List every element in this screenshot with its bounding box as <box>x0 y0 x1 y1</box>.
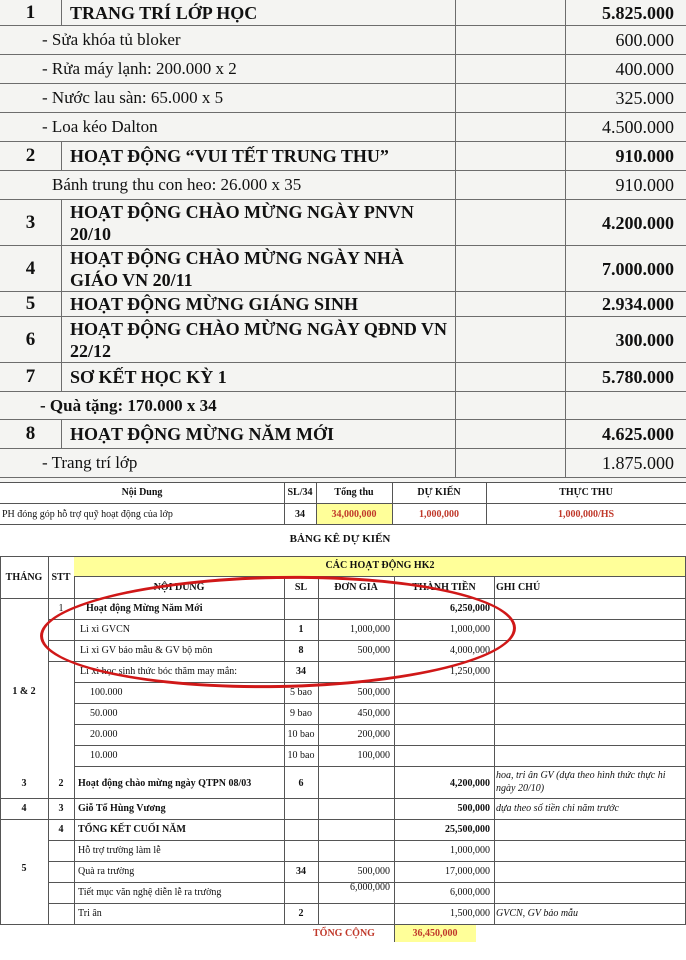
row-content: Giỗ Tổ Hùng Vương <box>78 803 166 814</box>
header-content: NỘI DUNG <box>153 582 205 593</box>
row-qty: 34 <box>296 866 306 877</box>
month-label: 5 <box>21 863 27 874</box>
row-content: Lì xì học sinh thức bóc thăm may mắn: <box>80 666 238 677</box>
expense-row <box>0 449 686 478</box>
budget-plan-document <box>0 482 686 960</box>
row-amount: 17,000,000 <box>445 866 490 877</box>
row-amount: 4,200,000 <box>450 778 490 789</box>
expense-amount: 2.934.000 <box>602 294 674 314</box>
expense-number: 4 <box>0 246 62 291</box>
expense-description: HOẠT ĐỘNG CHÀO MỪNG NGÀY QĐND VN 22/12 <box>70 318 447 361</box>
row-amount: 4,000,000 <box>450 645 490 656</box>
row-qty: 10 bao <box>287 729 315 740</box>
row-content: Hoạt động chào mừng ngày QTPN 08/03 <box>78 778 252 789</box>
header-note: GHI CHÚ <box>496 582 541 593</box>
row-stt: 2 <box>58 778 64 789</box>
expense-amount: 5.825.000 <box>602 2 674 23</box>
expense-description: HOẠT ĐỘNG CHÀO MỪNG NGÀY PNVN 20/10 <box>70 201 414 244</box>
row-qty: 8 <box>298 645 304 656</box>
row-content: Hỗ trợ trường làm lễ <box>78 845 161 856</box>
expense-description: Bánh trung thu con heo: 26.000 x 35 <box>52 175 302 194</box>
row-note: GVCN, GV bảo mẫu <box>496 908 579 919</box>
expense-row <box>0 26 686 55</box>
row-content: Tiết mục văn nghệ diễn lễ ra trường <box>78 887 222 898</box>
group-title: CÁC HOẠT ĐỘNG HK2 <box>325 560 435 571</box>
row-content: 10.000 <box>90 750 118 761</box>
expense-amount: 300.000 <box>615 329 674 350</box>
expense-description: - Nước lau sàn: 65.000 x 5 <box>42 88 224 107</box>
row-amount: 1,000,000 <box>450 624 490 635</box>
row-amount: 500,000 <box>457 803 490 814</box>
expense-row <box>0 200 686 246</box>
row-content: 100.000 <box>90 687 123 698</box>
row-note: ngày 20/10) <box>496 783 545 794</box>
expense-description: - Loa kéo Dalton <box>42 117 158 136</box>
expense-amount: 4.200.000 <box>602 212 674 233</box>
expense-amount: 4.625.000 <box>602 424 674 444</box>
header-amount: THÀNH TIỀN <box>412 582 476 593</box>
expense-description: - Sửa khóa tủ bloker <box>42 30 181 49</box>
expense-number: 5 <box>0 292 62 316</box>
header-month: THÁNG <box>5 572 43 583</box>
expense-row <box>0 392 686 420</box>
expense-number: 1 <box>0 0 62 25</box>
fund-header-total: Tổng thu <box>334 487 374 498</box>
row-content: 20.000 <box>90 729 118 740</box>
expense-description: - Quà tặng: 170.000 x 34 <box>40 395 217 415</box>
expense-amount: 5.780.000 <box>602 367 674 387</box>
row-stt: 1 <box>58 603 64 614</box>
fund-row-total: 34,000,000 <box>331 509 377 520</box>
row-unit-price: 1,000,000 <box>350 624 390 635</box>
month-label: 1 & 2 <box>12 686 36 697</box>
expense-row <box>0 171 686 200</box>
expense-row <box>0 246 686 292</box>
fund-header-content: Nội Dung <box>121 487 163 498</box>
expense-amount: 910.000 <box>615 175 674 195</box>
row-unit-price: 200,000 <box>357 729 390 740</box>
expense-amount: 4.500.000 <box>602 117 674 137</box>
row-qty: 9 bao <box>290 708 312 719</box>
expense-row <box>0 292 686 317</box>
expense-row <box>0 55 686 84</box>
fund-header-actual: THỰC THU <box>559 487 613 498</box>
expense-amount: 600.000 <box>615 30 674 50</box>
row-stt: 3 <box>58 803 64 814</box>
expense-number: 7 <box>0 363 62 391</box>
expense-description: HOẠT ĐỘNG “VUI TẾT TRUNG THU” <box>70 146 389 166</box>
row-qty: 1 <box>298 624 304 635</box>
header-qty: SL <box>294 582 308 593</box>
plan-title: BẢNG KÊ DỰ KIẾN <box>289 533 391 545</box>
row-unit-price: 500,000 <box>357 645 390 656</box>
expense-description: HOẠT ĐỘNG MỪNG NĂM MỚI <box>70 424 334 444</box>
row-content: Tri ân <box>78 908 102 919</box>
expense-row <box>0 142 686 171</box>
expense-row <box>0 84 686 113</box>
expense-number: 8 <box>0 420 62 448</box>
row-amount: 6,250,000 <box>450 603 490 614</box>
row-amount: 1,000,000 <box>450 845 490 856</box>
expense-amount: 400.000 <box>615 59 674 79</box>
fund-header-qty: SL/34 <box>287 487 313 498</box>
header-unit-price: ĐƠN GIÁ <box>334 582 378 593</box>
row-note: dựa theo số tiền chi năm trước <box>496 803 619 814</box>
row-unit-price: 500,000 <box>357 687 390 698</box>
expense-row <box>0 317 686 363</box>
expense-description: SƠ KẾT HỌC KỲ 1 <box>70 367 227 387</box>
row-unit-price: 500,000 <box>357 866 390 877</box>
row-amount: 6,000,000 <box>450 887 490 898</box>
expense-row <box>0 420 686 449</box>
row-amount: 25,500,000 <box>445 824 490 835</box>
row-content: Quà ra trường <box>78 866 135 877</box>
row-content: TỔNG KẾT CUỐI NĂM <box>78 824 186 835</box>
row-content: Lì xì GVCN <box>80 624 130 635</box>
row-amount: 1,500,000 <box>450 908 490 919</box>
expense-number: 3 <box>0 200 62 245</box>
row-stt: 4 <box>58 824 64 835</box>
expense-description: HOẠT ĐỘNG CHÀO MỪNG NGÀY NHÀ GIÁO VN 20/11 <box>70 247 404 290</box>
row-content: 50.000 <box>90 708 118 719</box>
month-label: 4 <box>21 803 27 814</box>
row-note: hoa, tri ân GV (dựa theo hình thức thực hi <box>496 770 666 781</box>
row-qty: 10 bao <box>287 750 315 761</box>
expense-row <box>0 0 686 26</box>
expense-amount: 1.875.000 <box>602 453 674 473</box>
fund-header-planned: DỰ KIẾN <box>417 487 461 498</box>
expense-amount: 7.000.000 <box>602 258 674 279</box>
expense-description: TRANG TRÍ LỚP HỌC <box>70 2 258 23</box>
fund-row-content: PH đóng góp hỗ trợ quỹ hoạt động của lớp <box>2 509 173 520</box>
expense-description: - Rửa máy lạnh: 200.000 x 2 <box>42 59 237 78</box>
row-amount: 1,250,000 <box>450 666 490 677</box>
row-qty: 2 <box>298 908 304 919</box>
row-qty: 34 <box>296 666 306 677</box>
row-unit-price: 100,000 <box>357 750 390 761</box>
month-label: 3 <box>21 778 27 789</box>
fund-row-qty: 34 <box>295 509 305 520</box>
expense-row <box>0 363 686 392</box>
expense-number: 2 <box>0 142 62 170</box>
fund-row-actual: 1,000,000/HS <box>557 509 615 520</box>
row-content: Lì xì GV bảo mẫu & GV bộ môn <box>80 645 213 656</box>
expense-description: HOẠT ĐỘNG MỪNG GIÁNG SINH <box>70 294 359 314</box>
expense-number: 6 <box>0 317 62 362</box>
expense-amount <box>566 392 674 419</box>
grand-total-label: TỔNG CỘNG <box>313 928 375 939</box>
row-unit-price: 450,000 <box>357 708 390 719</box>
grand-total-value: 36,450,000 <box>412 928 458 939</box>
row-content: Hoạt động Mừng Năm Mới <box>86 603 203 614</box>
header-stt: STT <box>51 572 71 583</box>
expense-amount: 325.000 <box>615 88 674 108</box>
row-qty: 5 bao <box>290 687 312 698</box>
fund-row-planned: 1,000,000 <box>419 509 459 520</box>
expense-amount: 910.000 <box>615 146 674 166</box>
expense-row <box>0 113 686 142</box>
row-qty: 6 <box>298 778 304 789</box>
expense-description: - Trang trí lớp <box>42 453 138 472</box>
row-unit-price: 6,000,000 <box>350 882 390 893</box>
